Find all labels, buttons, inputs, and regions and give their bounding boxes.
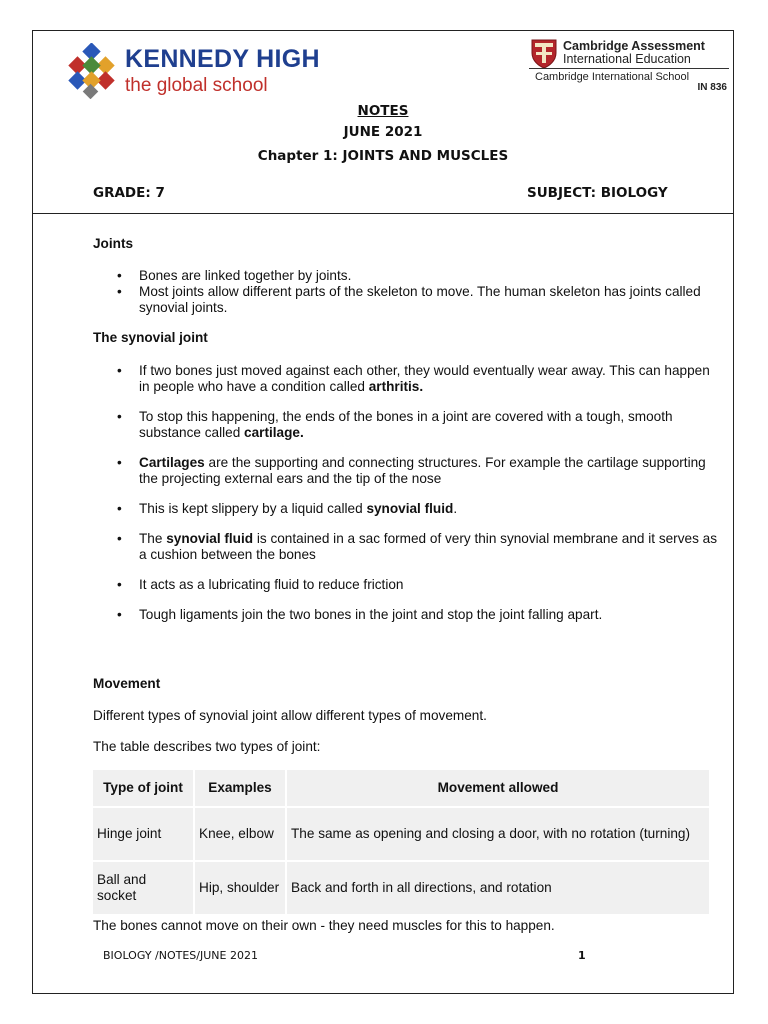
table-cell: Knee, elbow [194,807,286,861]
synovial-list [93,363,719,623]
table-header: Examples [194,770,286,807]
synovial-heading: The synovial joint [93,330,208,345]
table-cell: Hip, shoulder [194,861,286,915]
page-number: 1 [578,949,586,962]
list-item-text: The [139,531,167,546]
cambridge-shield-icon [531,39,557,69]
list-item [139,501,719,517]
table-row [93,807,710,861]
footer-label: BIOLOGY /NOTES/JUNE 2021 [103,949,258,962]
page-frame [32,30,734,994]
table-cell: Back and forth in all directions, and rotation [286,861,710,915]
document-date: JUNE 2021 [343,124,423,140]
list-item-text: This is kept slippery by a liquid called [139,501,367,516]
grade-label: GRADE: 7 [93,185,165,201]
school-emblem-icon [63,43,119,99]
closing-paragraph: The bones cannot move on their own - they need muscles for this to happen. [93,918,555,933]
kennedy-high-logo [63,41,323,99]
table-cell: The same as opening and closing a door, with no rotation (turning) [286,807,710,861]
notes-label: NOTES [357,103,409,119]
school-tagline: the global school [125,75,268,96]
joint-types-table [93,770,711,916]
list-item: • Tough ligaments join the two bones in the joint and stop the joint falling apart. [139,607,719,623]
list-item: • Most joints allow different parts of the skeleton to move. The human skeleton has joints called synovial joints. [139,284,719,316]
joints-list [93,268,719,316]
table-header-row [93,770,710,807]
movement-paragraph-1: Different types of synovial joint allow different types of movement. [93,708,487,723]
term-synovial-fluid: synovial fluid [166,531,254,546]
document-header [33,31,733,214]
title-block [33,103,733,164]
list-item-text: . [453,501,458,516]
list-item-text: If two bones just moved against each other, they would eventually wear away. This can happen in people who have a condition called [139,363,710,394]
cambridge-logo [529,37,733,91]
list-item: • Bones are linked together by joints. [139,268,719,284]
term-synovial-fluid: synovial fluid [366,501,454,516]
cambridge-divider [529,68,729,69]
list-item: • It acts as a lubricating fluid to reduce friction [139,577,719,593]
cambridge-school-code: IN 836 [697,82,727,93]
term-cartilage: cartilage. [244,425,304,440]
list-item-text: are the supporting and connecting structures. For example the cartilage supporting the projecting external ears and the tip of the nose [139,455,706,486]
table-cell: Hinge joint [93,807,194,861]
table-header: Type of joint [93,770,194,807]
table-row [93,861,710,915]
cambridge-line-2: International Education [563,52,691,66]
joints-heading: Joints [93,236,134,251]
list-item [139,455,719,487]
table-cell: Ball and socket [93,861,194,915]
list-item [139,531,719,563]
subject-label: SUBJECT: BIOLOGY [527,185,668,201]
cambridge-line-3: Cambridge International School [535,71,690,83]
list-item-text: To stop this happening, the ends of the bones in a joint are covered with a tough, smooth substance called [139,409,673,440]
chapter-title: Chapter 1: JOINTS AND MUSCLES [257,148,509,164]
cambridge-line-1: Cambridge Assessment [563,39,705,53]
table-header: Movement allowed [286,770,710,807]
term-arthritis: arthritis. [368,379,424,394]
movement-heading: Movement [93,676,161,691]
list-item-text: is contained in a sac formed of very thin synovial membrane and it serves as a cushion between the bones [139,531,717,562]
term-cartilages: Cartilages [139,455,205,470]
school-name: KENNEDY HIGH [125,45,320,73]
list-item [139,409,719,441]
movement-paragraph-2: The table describes two types of joint: [93,739,321,754]
list-item [139,363,719,395]
